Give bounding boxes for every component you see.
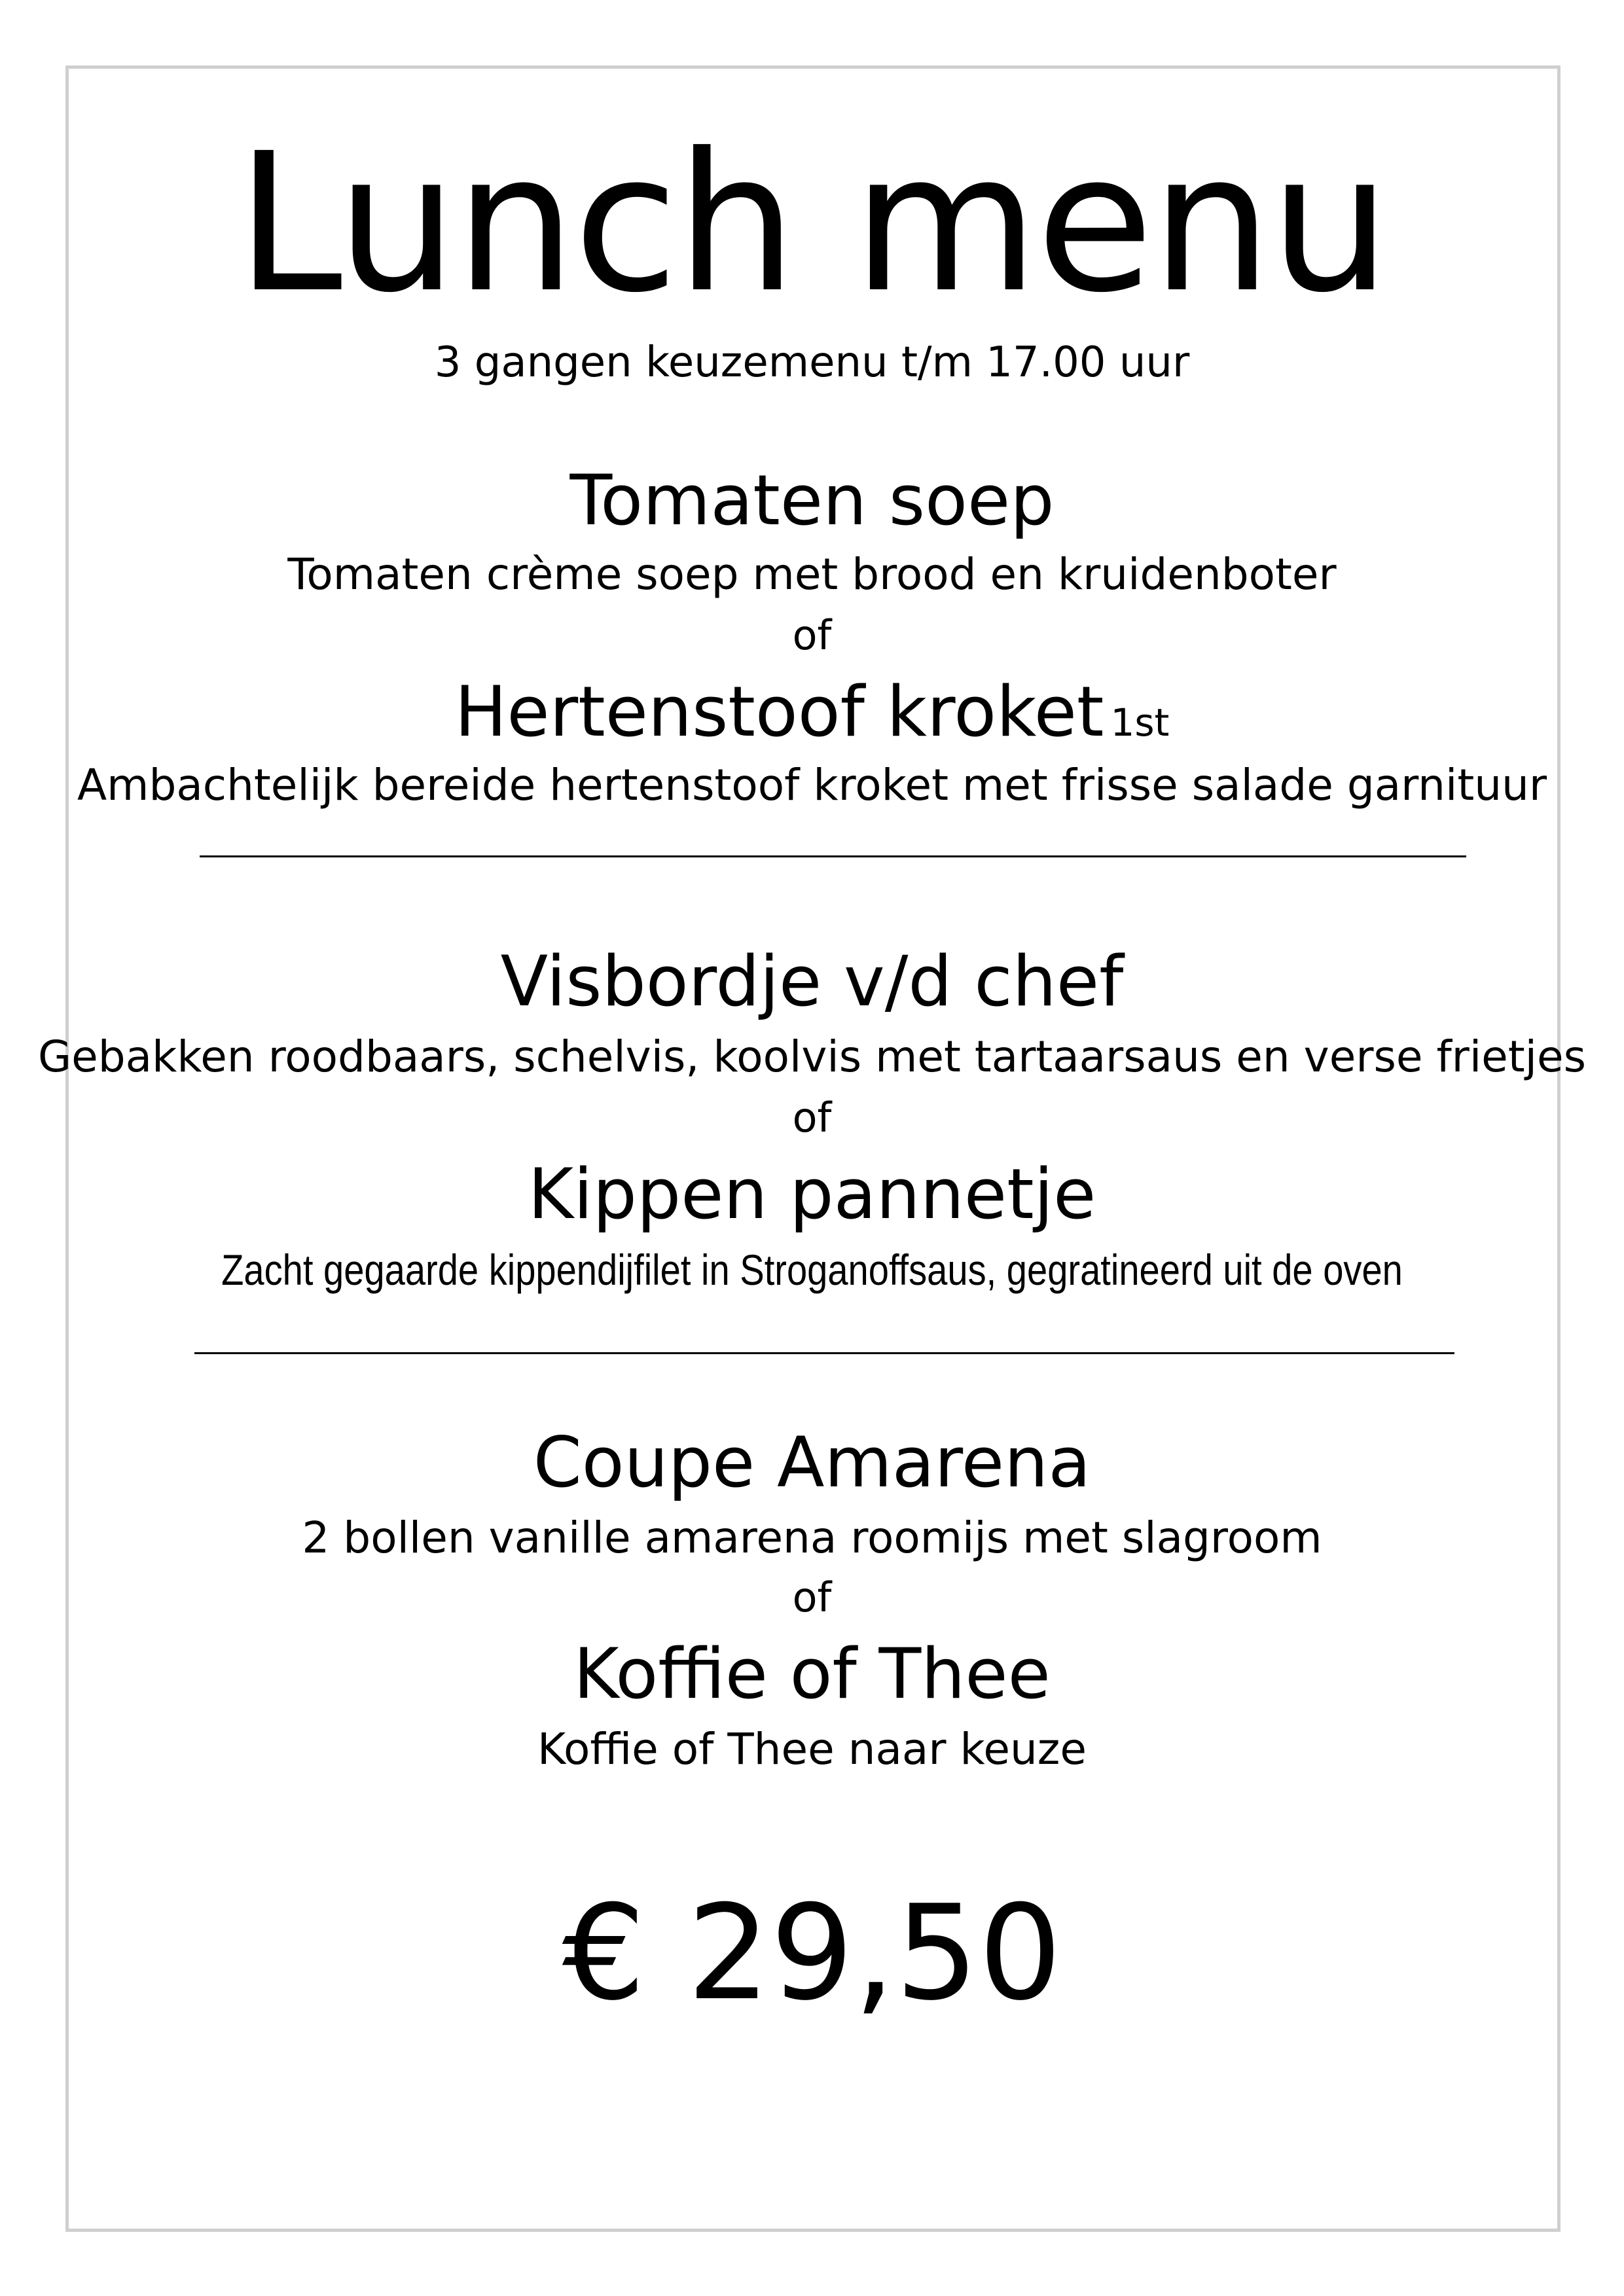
dish-name-koffie-of-thee: Koffie of Thee	[573, 1634, 1051, 1714]
or-separator: of	[792, 1573, 832, 1621]
dish-name-hertenstoof-kroket	[0, 672, 1624, 752]
menu-title: Lunch menu	[236, 112, 1388, 334]
menu-price: € 29,50	[562, 1877, 1062, 2030]
menu-subtitle: 3 gangen keuzemenu t/m 17.00 uur	[434, 338, 1190, 387]
dish-description-tomaten-soep: Tomaten crème soep met brood en kruidenboter	[287, 549, 1337, 600]
dish-description-koffie-of-thee: Koffie of Thee naar keuze	[537, 1724, 1087, 1774]
course-divider	[200, 855, 1466, 857]
dish-name-tomaten-soep: Tomaten soep	[569, 460, 1055, 541]
dish-suffix: 1st	[1110, 700, 1170, 745]
dish-name-label: Hertenstoof kroket	[454, 672, 1104, 752]
dish-name-kippen-pannetje: Kippen pannetje	[528, 1154, 1096, 1234]
or-separator: of	[792, 1094, 832, 1141]
dish-name-visbordje: Visbordje v/d chef	[500, 941, 1124, 1022]
dish-description-hertenstoof-kroket: Ambachtelijk bereide hertenstoof kroket met frisse salade garnituur	[77, 760, 1547, 810]
or-separator: of	[792, 611, 832, 659]
dish-description-visbordje: Gebakken roodbaars, schelvis, koolvis met tartaarsaus en verse frietjes	[38, 1031, 1586, 1082]
dish-description-coupe-amarena: 2 bollen vanille amarena roomijs met slagroom	[302, 1513, 1322, 1563]
dish-description-kippen-pannetje: Zacht gegaarde kippendijfilet in Stroganoffsaus, gegratineerd uit de oven	[221, 1246, 1403, 1294]
course-divider	[194, 1352, 1454, 1354]
dish-name-coupe-amarena: Coupe Amarena	[533, 1422, 1091, 1503]
